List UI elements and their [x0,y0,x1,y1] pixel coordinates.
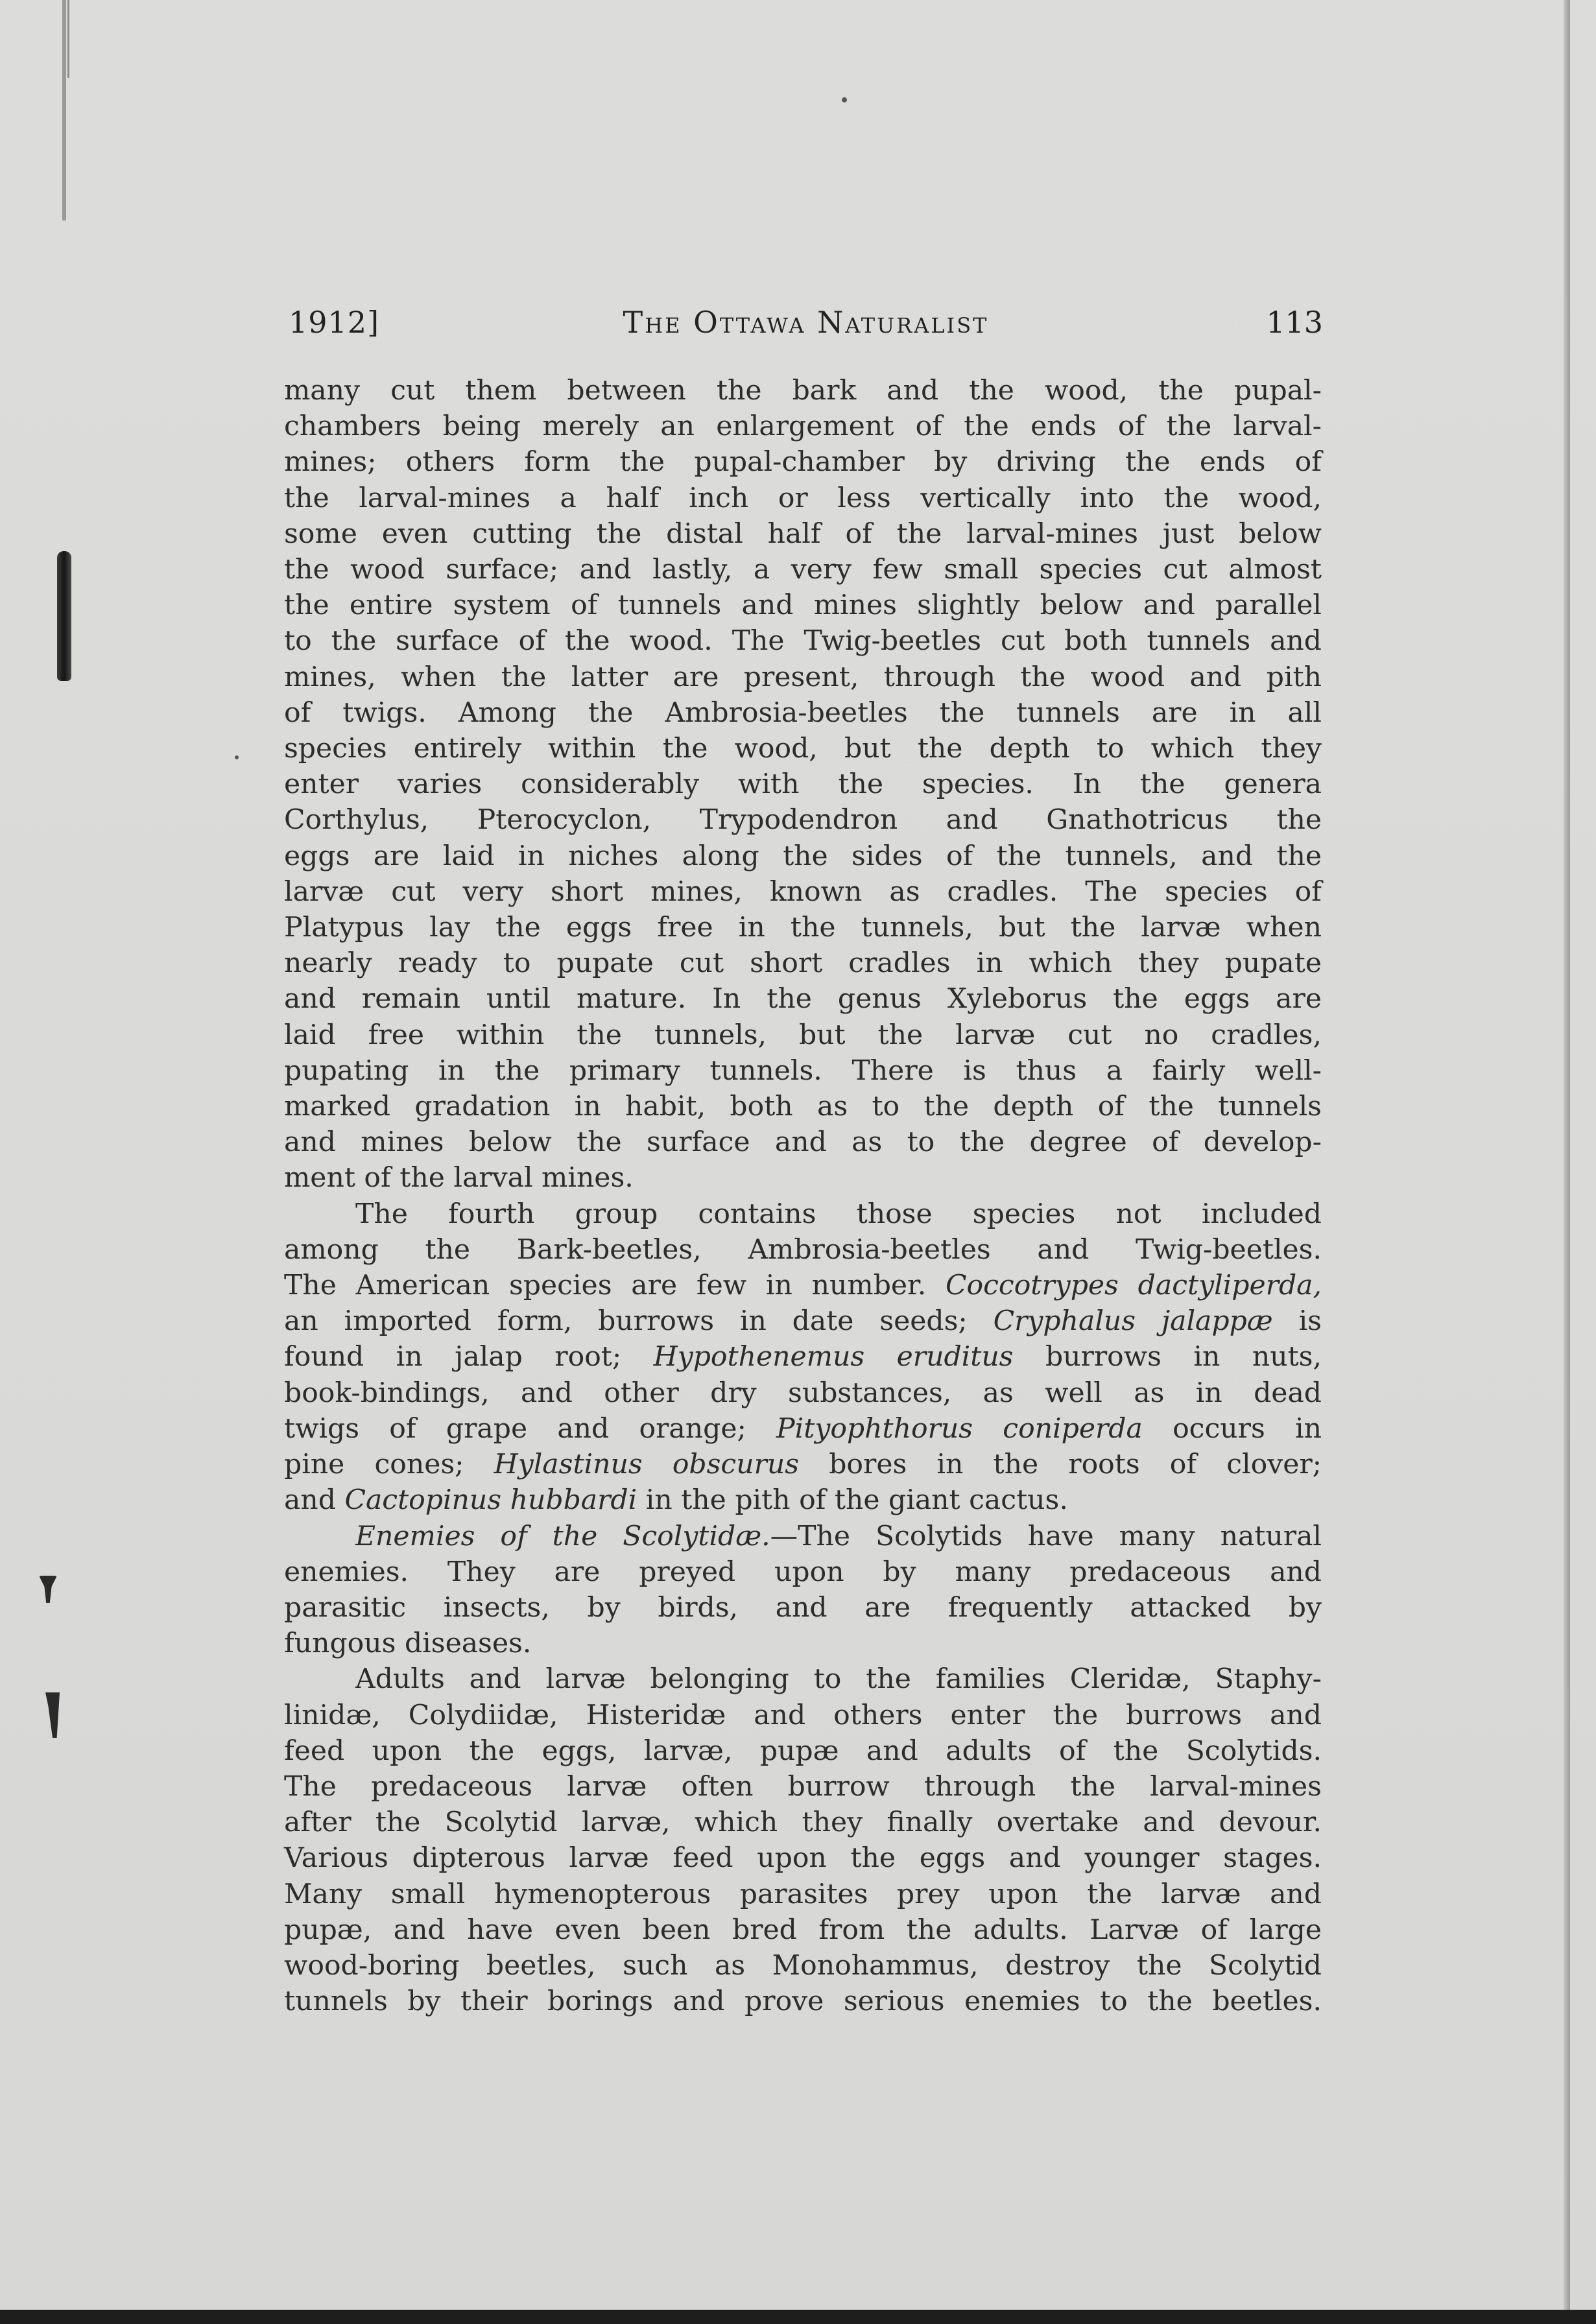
text-line: tunnels by their borings and prove serious enemies to the beetles. [284,1986,1322,2018]
page-number: 113 [1266,305,1323,340]
text-line: mines; others form the pupal-chamber by driving the ends of [284,446,1322,479]
speck [235,755,239,759]
paragraph [284,1196,1322,1519]
scan-edge-right [1564,0,1570,2324]
text-line: and mines below the surface and as to the degree of develop- [284,1126,1322,1159]
text-line: laid free within the tunnels, but the larvæ cut no cradles, [284,1019,1322,1051]
text-line: enemies. They are preyed upon by many predaceous and [284,1556,1322,1588]
species-name: Hylastinus obscurus [494,1449,800,1481]
species-name: Hypothenemus eruditus [653,1341,1014,1373]
text-line: nearly ready to pupate cut short cradles in which they pupate [284,947,1322,980]
binding-clip-mark [57,551,71,681]
text-line: the larval-mines a half inch or less vertically into the wood, [284,482,1322,514]
scan-edge-left [62,0,66,220]
species-name: Pityophthorus coniperda [776,1412,1143,1445]
text-line: larvæ cut very short mines, known as cradles. The species of [284,875,1322,908]
text-line: pupæ, and have even been bred from the adults. Larvæ of large [284,1914,1322,1946]
text-run: occurs in [1142,1412,1322,1445]
text-line: the entire system of tunnels and mines slightly below and parallel [284,589,1322,622]
text-line [284,1339,1322,1375]
text-line: chambers being merely an enlargement of the ends of the larval- [284,410,1322,443]
text-line [284,1268,1322,1303]
text-line: the wood surface; and lastly, a very few small species cut almost [284,554,1322,586]
text-line: parasitic insects, by birds, and are frequently attacked by [284,1591,1322,1624]
text-line: among the Bark-beetles, Ambrosia-beetles and Twig-beetles. [284,1233,1322,1266]
text-line [284,1303,1322,1339]
text-run: burrows in nuts, [1013,1341,1322,1373]
text-run: found in jalap root; [284,1341,654,1373]
text-line: fungous diseases. [284,1628,532,1660]
text-line: Various dipterous larvæ feed upon the eggs and younger stages. [284,1842,1322,1875]
text-line: many cut them between the bark and the wood, the pupal- [284,375,1322,407]
text-run: pine cones; [284,1449,494,1481]
text-line: book-bindings, and other dry substances, as well as in dead [284,1377,1322,1409]
text-line: mines, when the latter are present, through the wood and pith [284,661,1322,693]
paragraph [284,1519,1322,1662]
text-line: enter varies considerably with the species. In the genera [284,768,1322,801]
text-line: marked gradation in habit, both as to the depth of the tunnels [284,1091,1322,1123]
text-line: and remain until mature. In the genus Xyleborus the eggs are [284,983,1322,1015]
header-year: 1912] [289,305,380,340]
species-name: Cactopinus hubbardi [344,1484,637,1517]
text-run: an imported form, burrows in date seeds; [284,1305,994,1338]
text-line: species entirely within the wood, but the depth to which they [284,733,1322,765]
running-header [289,305,1323,350]
text-run: and [284,1484,345,1517]
text-line: The fourth group contains those species not included [355,1198,1322,1230]
text-line [284,1447,1322,1482]
text-run: is [1272,1305,1322,1338]
text-line: of twigs. Among the Ambrosia-beetles the tunnels are in all [284,696,1322,729]
text-run: bores in the roots of clover; [799,1449,1322,1481]
text-run: The American species are few in number. [284,1270,946,1302]
text-run: in the pith of the giant cactus. [637,1484,1068,1517]
article-body [284,373,1322,2019]
paragraph [284,1661,1322,2019]
text-run: twigs of grape and orange; [284,1412,777,1445]
text-line: some even cutting the distal half of the larval-mines just below [284,517,1322,550]
text-line: ment of the larval mines. [284,1162,634,1194]
text-line: wood-boring beetles, such as Monohammus, destroy the Scolytid [284,1949,1322,1982]
text-line: The predaceous larvæ often burrow through the larval-mines [284,1770,1322,1803]
speck [842,97,847,102]
binding-mark [39,1576,57,1603]
text-line: to the surface of the wood. The Twig-beetles cut both tunnels and [284,625,1322,658]
text-line: after the Scolytid larvæ, which they finally overtake and devour. [284,1807,1322,1839]
text-line: Many small hymenopterous parasites prey upon the larvæ and [284,1878,1322,1910]
text-run: —The Scolytids have many natural [770,1520,1322,1552]
journal-title: The Ottawa Naturalist [623,305,989,340]
text-line: feed upon the eggs, larvæ, pupæ and adults of the Scolytids. [284,1735,1322,1767]
paragraph [284,373,1322,1196]
text-line: Adults and larvæ belonging to the families Cleridæ, Staphy- [355,1663,1322,1696]
binding-mark [45,1692,60,1738]
species-name: Cryphalus jalappæ [993,1305,1273,1338]
section-heading: Enemies of the Scolytidæ. [355,1520,770,1552]
scan-edge-bottom [0,2310,1596,2324]
text-line: pupating in the primary tunnels. There is thus a fairly well- [284,1054,1322,1087]
text-line: eggs are laid in niches along the sides of the tunnels, and the [284,840,1322,872]
text-line [284,1411,1322,1447]
text-line: Platypus lay the eggs free in the tunnels, but the larvæ when [284,912,1322,944]
text-line [284,1482,1322,1518]
text-line: Corthylus, Pterocyclon, Trypodendron and Gnathotricus the [284,804,1322,836]
scan-edge-left-line [67,0,69,78]
text-line: linidæ, Colydiidæ, Histeridæ and others enter the burrows and [284,1699,1322,1731]
text-line [284,1519,1322,1554]
species-name: Coccotrypes dactyliperda, [946,1270,1322,1302]
